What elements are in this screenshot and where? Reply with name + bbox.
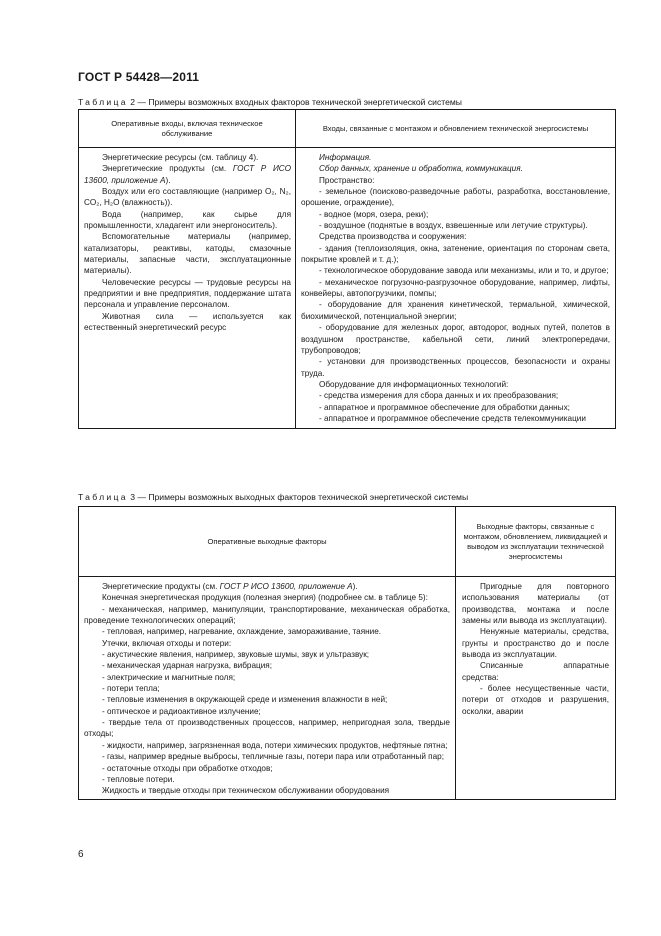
table3-col1-header: Оперативные выходные факторы [79, 507, 456, 577]
table2-caption [78, 97, 462, 107]
document-header: ГОСТ Р 54428—2011 [78, 70, 200, 84]
table2-col2-data: Сбор данных, хранение и обработка, коммуникация. [319, 164, 523, 174]
table2-col2-cell [296, 148, 616, 429]
page-number: 6 [78, 849, 84, 860]
table2-col1-header: Оперативные входы, включая техническое обслуживание [79, 110, 296, 148]
table3-col1-item: - тепловые потери. [102, 774, 175, 784]
table2-col1-p3: Воздух или его составляющие (например O₂, N₂, CO₂, H₂O (влажность)). [84, 187, 291, 208]
table2-caption-text: 2 — Примеры возможных входных факторов технической энергетической системы [130, 97, 462, 107]
table3-col2-p3: Списанные аппаратные средства: [462, 661, 609, 682]
table2-col1-p6: Человеческие ресурсы — трудовые ресурсы на предприятии и вне предприятия, поддержание штата персонала и управление персоналом. [84, 277, 291, 310]
table2-col2-item: - воздушное (поднятые в воздух, взвешенные или летучие структуры). [319, 221, 588, 231]
table3-col1-item: - жидкости, например, загрязненная вода, потери химических продуктов, нефтяные пятна; [102, 740, 448, 750]
table2-col2-item: - аппаратное и программное обеспечение средств телекоммуникации [319, 413, 586, 423]
table2-col2-item: - земельное (поисково-разведочные работы, разработка, восстановление, орошение, ограждение), [301, 187, 610, 208]
table3-caption-text: 3 — Примеры возможных выходных факторов технической энергетической системы [130, 492, 469, 502]
table3-col1-cell [79, 577, 456, 800]
table2-col1-p2: Энергетические продукты (см. ГОСТ Р ИСО 13600, приложение А). [84, 164, 291, 185]
table2-caption-label: Таблица [78, 97, 128, 107]
table2-col1-p4: Вода (например, как сырье для промышленности, хладагент или энергоноситель). [84, 209, 291, 231]
table2-col2-item: - аппаратное и программное обеспечение для обработки данных; [319, 402, 570, 412]
table3-col1-item: - остаточные отходы при обработке отходов; [102, 763, 273, 773]
table2-col2-item: - установки для производственных процессов, безопасности и охраны труда. [301, 357, 610, 378]
table2-col2-item: - механическое погрузочно-разгрузочное оборудование, например, лифты, конвейеры, автопогрузчики, помпы; [301, 277, 610, 299]
table3-col1-item: - потери тепла; [102, 684, 160, 694]
table-2 [78, 109, 616, 429]
table2-col1-cell [79, 148, 296, 429]
table3-col1-item: Конечная энергетическая продукция (полезная энергия) (подробнее см. в таблице 5): [102, 593, 428, 603]
table2-col1-p7: Животная сила — используется как естественный энергетический ресурс [84, 311, 291, 333]
table3-caption [78, 492, 468, 502]
table3-col1-item: - механическая ударная нагрузка, вибрация; [102, 661, 273, 671]
table2-col2-item: - здания (теплоизоляция, окна, затенение, ориентация по сторонам света, покрытие кровлей и т. д.); [301, 243, 610, 265]
table2-col2-item: - средства измерения для сбора данных и их преобразования; [319, 391, 559, 401]
table3-col2-header: Выходные факторы, связанные с монтажом, обновлением, ликвидацией и выводом из эксплуатации технической энергосистемы [456, 507, 616, 577]
table3-col1-item: - электрические и магнитные поля; [102, 672, 236, 682]
table3-col1-item: - оптическое и радиоактивное излучение; [102, 706, 261, 716]
table3-col2-p2: Ненужные материалы, средства, грунты и пространство до и после вывода из эксплуатации. [462, 627, 609, 660]
table2-col2-item: - водное (моря, озера, реки); [319, 209, 429, 219]
table2-col1-p5: Вспомогательные материалы (например, катализаторы, реактивы, катоды, смазочные материалы, запасные части, эксплуатационные материалы). [84, 232, 291, 276]
table2-col1-p1: Энергетические ресурсы (см. таблицу 4). [102, 153, 259, 162]
table3-col1-item: - газы, например вредные выбросы, тепличные газы, потери пара или отработанный пар; [102, 752, 444, 762]
table2-col2-header: Входы, связанные с монтажом и обновлением технической энергосистемы [296, 110, 616, 148]
table3-col2-p1: Пригодные для повторного использования материалы (от производства, монтажа и после замены или вывода из эксплуатации). [462, 582, 609, 626]
table3-col2-cell [456, 577, 616, 800]
table3-col1-item: - тепловая, например, нагревание, охлаждение, замораживание, таяние. [102, 627, 382, 637]
table2-col2-item: Средства производства и сооружения: [319, 232, 467, 242]
table2-col2-item: Пространство: [319, 175, 375, 185]
table3-col1-item: - тепловые изменения в окружающей среде и изменения влажности в ней; [102, 695, 388, 705]
table2-col2-item: - оборудование для железных дорог, автодорог, водных путей, полетов в воздушном пространстве, кабельной сети, линий электропередачи, трубопроводов; [301, 323, 610, 355]
table2-col2-info: Информация. [319, 153, 372, 162]
table3-col1-item: Жидкость и твердые отходы при техническом обслуживании оборудования [102, 786, 390, 796]
table3-col2-p4: - более несущественные части, потери от отходов и разрушения, осколки, аварии [462, 684, 609, 716]
table3-col1-item: Утечки, включая отходы и потери: [102, 638, 232, 648]
table3-col1-p1: Энергетические продукты (см. ГОСТ Р ИСО 13600, приложение А). [102, 582, 358, 591]
table2-col2-item: - оборудование для хранения кинетической, термальной, химической, биохимической, потенциальной энергии; [301, 300, 610, 321]
table2-col2-item: - технологическое оборудование завода или механизмы, или и то, и другое; [319, 266, 609, 276]
table-3 [78, 506, 616, 800]
table3-col1-item: - твердые тела от производственных процессов, например, непригодная зола, твердые отходы; [84, 718, 450, 739]
table3-col1-item: - механическая, например, манипуляции, транспортирование, механическая обработка, проведение технологических операций; [84, 604, 450, 626]
table3-col1-item: - акустические явления, например, звуковые шумы, звук и ультразвук; [102, 650, 370, 660]
table3-caption-label: Таблица [78, 492, 128, 502]
table2-col2-item: Оборудование для информационных технологий: [319, 379, 509, 389]
